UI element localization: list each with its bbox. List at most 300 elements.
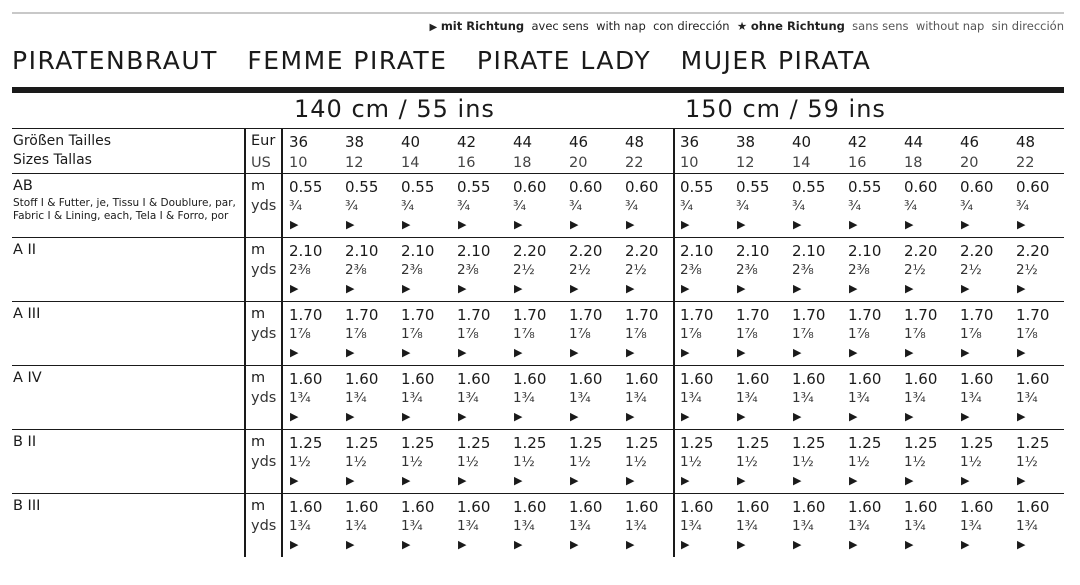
yards-value: 1¾ — [569, 390, 591, 406]
yards-value: 1¾ — [513, 518, 535, 534]
with-nap-arrow: ▶ — [346, 218, 355, 231]
width-group-divider — [673, 128, 675, 557]
meters-value: 1.70 — [289, 306, 323, 324]
meters-value: 1.70 — [401, 306, 435, 324]
yards-value: 1½ — [736, 454, 758, 470]
with-nap-arrow: ▶ — [626, 282, 635, 295]
with-nap-arrow: ▶ — [793, 474, 802, 487]
with-nap-arrow: ▶ — [1017, 538, 1026, 551]
row-divider — [12, 237, 1064, 238]
yards-value: 1¾ — [848, 518, 870, 534]
yards-value: ¾ — [960, 198, 974, 214]
us-size: 10 — [680, 155, 699, 171]
fabric-width-140: 140 cm / 55 ins — [294, 95, 495, 123]
with-nap-arrow: ▶ — [346, 474, 355, 487]
us-size: 22 — [625, 155, 644, 171]
yards-value: 1¾ — [625, 390, 647, 406]
us-size: 14 — [401, 155, 420, 171]
yards-value: 1¾ — [904, 518, 926, 534]
yards-value: 1½ — [625, 454, 647, 470]
unit-m: m — [251, 242, 266, 258]
meters-value: 1.70 — [792, 306, 826, 324]
eur-size: 42 — [457, 133, 477, 151]
meters-value: 1.25 — [569, 434, 603, 452]
with-nap-arrow: ▶ — [290, 538, 299, 551]
eur-size: 40 — [401, 133, 421, 151]
meters-value: 2.10 — [848, 242, 882, 260]
without-nap-es: sin dirección — [991, 19, 1064, 33]
unit-yds: yds — [251, 390, 277, 406]
meters-value: 1.60 — [680, 498, 714, 516]
meters-value: 2.20 — [960, 242, 994, 260]
yards-value: ¾ — [401, 198, 415, 214]
eur-size: 46 — [960, 133, 980, 151]
unit-yds: yds — [251, 262, 277, 278]
with-nap-arrow: ▶ — [290, 282, 299, 295]
us-size: 20 — [569, 155, 588, 171]
meters-value: 0.60 — [513, 178, 547, 196]
title-underline — [12, 87, 1064, 93]
yards-value: 1¾ — [289, 390, 311, 406]
us-label: US — [251, 155, 271, 171]
meters-value: 1.70 — [625, 306, 659, 324]
pattern-title — [12, 46, 891, 75]
with-nap-arrow: ▶ — [626, 474, 635, 487]
yards-value: 1¾ — [289, 518, 311, 534]
fabric-width-150: 150 cm / 59 ins — [685, 95, 886, 123]
yards-value: 1⅞ — [457, 326, 479, 342]
row-divider — [12, 301, 1064, 302]
row-divider — [12, 429, 1064, 430]
yards-value: 1¾ — [680, 390, 702, 406]
meters-value: 1.25 — [513, 434, 547, 452]
yards-value: 1¾ — [848, 390, 870, 406]
yards-value: 1¾ — [401, 518, 423, 534]
with-nap-arrow: ▶ — [737, 218, 746, 231]
with-nap-arrow: ▶ — [905, 538, 914, 551]
meters-value: 1.70 — [736, 306, 770, 324]
us-size: 20 — [960, 155, 979, 171]
with-nap-arrow: ▶ — [402, 218, 411, 231]
with-nap-arrow: ▶ — [458, 538, 467, 551]
meters-value: 0.55 — [792, 178, 826, 196]
yards-value: 1¾ — [904, 390, 926, 406]
meters-value: 2.20 — [569, 242, 603, 260]
yards-value: 1¾ — [401, 390, 423, 406]
with-nap-fr: avec sens — [531, 19, 589, 33]
with-nap-arrow: ▶ — [570, 218, 579, 231]
with-nap-en: with nap — [596, 19, 646, 33]
yards-value: 1¾ — [960, 518, 982, 534]
with-nap-es: con dirección — [653, 19, 730, 33]
with-nap-arrow: ▶ — [905, 282, 914, 295]
with-nap-arrow: ▶ — [346, 410, 355, 423]
yards-value: 2½ — [904, 262, 926, 278]
eur-size: 48 — [1016, 133, 1036, 151]
with-nap-arrow: ▶ — [402, 282, 411, 295]
with-nap-arrow: ▶ — [737, 538, 746, 551]
eur-size: 38 — [345, 133, 365, 151]
with-nap-arrow: ▶ — [681, 410, 690, 423]
yards-value: 1½ — [680, 454, 702, 470]
with-nap-arrow: ▶ — [626, 218, 635, 231]
yards-value: 1¾ — [345, 518, 367, 534]
meters-value: 1.70 — [680, 306, 714, 324]
with-nap-arrow: ▶ — [290, 410, 299, 423]
unit-m: m — [251, 434, 266, 450]
yards-value: 1⅞ — [1016, 326, 1038, 342]
us-size: 22 — [1016, 155, 1035, 171]
yards-value: ¾ — [904, 198, 918, 214]
meters-value: 2.10 — [289, 242, 323, 260]
yards-value: ¾ — [625, 198, 639, 214]
with-nap-arrow: ▶ — [849, 538, 858, 551]
eur-size: 46 — [569, 133, 589, 151]
with-nap-arrow: ▶ — [737, 410, 746, 423]
with-nap-arrow: ▶ — [290, 474, 299, 487]
with-nap-arrow: ▶ — [1017, 282, 1026, 295]
without-nap-de: ohne Richtung — [750, 19, 845, 33]
with-nap-arrow: ▶ — [514, 474, 523, 487]
yards-value: 1¾ — [792, 390, 814, 406]
us-size: 14 — [792, 155, 811, 171]
yards-value: 1¾ — [457, 518, 479, 534]
meters-value: 1.60 — [848, 370, 882, 388]
meters-value: 1.25 — [401, 434, 435, 452]
yards-value: 2½ — [569, 262, 591, 278]
meters-value: 1.60 — [513, 498, 547, 516]
meters-value: 0.55 — [736, 178, 770, 196]
meters-value: 2.10 — [680, 242, 714, 260]
meters-value: 2.20 — [513, 242, 547, 260]
with-nap-arrow: ▶ — [402, 410, 411, 423]
with-nap-arrow: ▶ — [849, 474, 858, 487]
without-nap-en: without nap — [915, 19, 985, 33]
meters-value: 0.55 — [401, 178, 435, 196]
with-nap-arrow: ▶ — [290, 346, 299, 359]
meters-value: 1.60 — [625, 370, 659, 388]
with-nap-arrow: ▶ — [793, 218, 802, 231]
yards-value: 1⅞ — [680, 326, 702, 342]
meters-value: 0.60 — [569, 178, 603, 196]
meters-value: 1.25 — [792, 434, 826, 452]
with-nap-arrow: ▶ — [961, 218, 970, 231]
meters-value: 0.55 — [289, 178, 323, 196]
yards-value: 1½ — [289, 454, 311, 470]
yards-value: 2½ — [625, 262, 647, 278]
yards-value: 1½ — [513, 454, 535, 470]
yards-value: 1¾ — [457, 390, 479, 406]
with-nap-arrow: ▶ — [570, 538, 579, 551]
yards-value: 2½ — [513, 262, 535, 278]
with-nap-arrow: ▶ — [514, 218, 523, 231]
yards-value: 1¾ — [345, 390, 367, 406]
meters-value: 0.55 — [345, 178, 379, 196]
row-description: Fabric I & Lining, each, Tela I & Forro, por — [13, 210, 229, 222]
with-nap-arrow: ▶ — [626, 410, 635, 423]
title-de: PIRATENBRAUT — [12, 46, 218, 75]
yards-value: 2½ — [1016, 262, 1038, 278]
yards-value: 1¾ — [1016, 518, 1038, 534]
meters-value: 1.60 — [792, 370, 826, 388]
yards-value: 1⅞ — [625, 326, 647, 342]
with-nap-arrow: ▶ — [793, 282, 802, 295]
meters-value: 2.10 — [345, 242, 379, 260]
eur-size: 44 — [904, 133, 924, 151]
row-label: B III — [13, 498, 41, 514]
eur-size: 42 — [848, 133, 868, 151]
meters-value: 1.25 — [960, 434, 994, 452]
with-nap-arrow: ▶ — [514, 346, 523, 359]
unit-m: m — [251, 178, 266, 194]
meters-value: 1.25 — [289, 434, 323, 452]
meters-value: 1.60 — [401, 370, 435, 388]
with-nap-arrow: ▶ — [402, 538, 411, 551]
with-nap-arrow: ▶ — [402, 474, 411, 487]
yards-value: 2⅜ — [289, 262, 311, 278]
yards-value: 1¾ — [736, 518, 758, 534]
with-nap-arrow: ▶ — [1017, 218, 1026, 231]
with-nap-arrow: ▶ — [905, 346, 914, 359]
row-label: A II — [13, 242, 37, 258]
meters-value: 1.60 — [345, 370, 379, 388]
with-nap-arrow: ▶ — [626, 346, 635, 359]
yards-value: 1½ — [569, 454, 591, 470]
meters-value: 1.60 — [792, 498, 826, 516]
meters-value: 1.60 — [1016, 498, 1050, 516]
meters-value: 1.70 — [848, 306, 882, 324]
row-divider — [12, 365, 1064, 366]
with-nap-arrow: ▶ — [961, 282, 970, 295]
with-nap-arrow: ▶ — [849, 346, 858, 359]
label-column-divider — [244, 128, 246, 557]
meters-value: 1.70 — [513, 306, 547, 324]
sizes-header-line1: Größen Tailles — [13, 133, 112, 149]
yards-value: 2⅜ — [792, 262, 814, 278]
yards-value: ¾ — [680, 198, 694, 214]
yards-value: 2⅜ — [736, 262, 758, 278]
yards-value: 1½ — [1016, 454, 1038, 470]
meters-value: 1.70 — [457, 306, 491, 324]
row-label: A IV — [13, 370, 42, 386]
with-nap-arrow: ▶ — [570, 410, 579, 423]
meters-value: 1.70 — [569, 306, 603, 324]
unit-m: m — [251, 306, 266, 322]
yards-value: ¾ — [1016, 198, 1030, 214]
with-nap-arrow: ▶ — [849, 282, 858, 295]
eur-size: 38 — [736, 133, 756, 151]
unit-yds: yds — [251, 326, 277, 342]
row-description: Stoff I & Futter, je, Tissu I & Doublure, par, — [13, 197, 236, 209]
row-divider — [12, 493, 1064, 494]
us-size: 12 — [345, 155, 364, 171]
yards-value: 1¾ — [960, 390, 982, 406]
with-nap-arrow: ▶ — [961, 410, 970, 423]
meters-value: 1.25 — [1016, 434, 1050, 452]
meters-value: 1.25 — [848, 434, 882, 452]
meters-value: 1.25 — [457, 434, 491, 452]
meters-value: 2.10 — [792, 242, 826, 260]
yards-value: ¾ — [457, 198, 471, 214]
with-nap-symbol: ▶ — [429, 22, 438, 33]
eur-size: 48 — [625, 133, 645, 151]
without-nap-symbol: ★ — [736, 19, 748, 33]
us-size: 18 — [904, 155, 923, 171]
yards-value: 1½ — [345, 454, 367, 470]
yards-value: 2⅜ — [345, 262, 367, 278]
with-nap-arrow: ▶ — [402, 346, 411, 359]
title-fr: FEMME PIRATE — [247, 46, 448, 75]
yards-value: 1½ — [848, 454, 870, 470]
row-label: AB — [13, 178, 33, 194]
us-size: 16 — [848, 155, 867, 171]
with-nap-arrow: ▶ — [793, 410, 802, 423]
meters-value: 1.25 — [736, 434, 770, 452]
yards-value: 1¾ — [625, 518, 647, 534]
yards-value: 1½ — [904, 454, 926, 470]
with-nap-arrow: ▶ — [793, 346, 802, 359]
yards-value: 1⅞ — [289, 326, 311, 342]
meters-value: 1.70 — [345, 306, 379, 324]
meters-value: 0.60 — [960, 178, 994, 196]
yards-value: 1¾ — [792, 518, 814, 534]
with-nap-arrow: ▶ — [290, 218, 299, 231]
yards-value: 1¾ — [736, 390, 758, 406]
meters-value: 1.60 — [345, 498, 379, 516]
eur-size: 36 — [680, 133, 700, 151]
with-nap-arrow: ▶ — [905, 474, 914, 487]
meters-value: 0.60 — [625, 178, 659, 196]
with-nap-arrow: ▶ — [458, 218, 467, 231]
yards-value: 1⅞ — [736, 326, 758, 342]
us-size: 16 — [457, 155, 476, 171]
with-nap-arrow: ▶ — [849, 218, 858, 231]
with-nap-arrow: ▶ — [458, 474, 467, 487]
with-nap-arrow: ▶ — [681, 282, 690, 295]
yards-value: 1⅞ — [848, 326, 870, 342]
meters-value: 2.20 — [1016, 242, 1050, 260]
with-nap-arrow: ▶ — [514, 282, 523, 295]
title-es: MUJER PIRATA — [680, 46, 872, 75]
with-nap-arrow: ▶ — [737, 282, 746, 295]
unit-m: m — [251, 370, 266, 386]
meters-value: 0.60 — [904, 178, 938, 196]
with-nap-arrow: ▶ — [905, 218, 914, 231]
meters-value: 1.25 — [904, 434, 938, 452]
meters-value: 0.55 — [457, 178, 491, 196]
with-nap-arrow: ▶ — [1017, 474, 1026, 487]
yards-value: ¾ — [513, 198, 527, 214]
with-nap-arrow: ▶ — [849, 410, 858, 423]
yards-value: 1¾ — [513, 390, 535, 406]
with-nap-arrow: ▶ — [681, 474, 690, 487]
yards-value: 1¾ — [1016, 390, 1038, 406]
meters-value: 2.10 — [401, 242, 435, 260]
meters-value: 2.10 — [736, 242, 770, 260]
with-nap-arrow: ▶ — [681, 218, 690, 231]
meters-value: 1.70 — [904, 306, 938, 324]
yards-value: 1½ — [960, 454, 982, 470]
with-nap-arrow: ▶ — [346, 346, 355, 359]
with-nap-arrow: ▶ — [514, 410, 523, 423]
unit-m: m — [251, 498, 266, 514]
meters-value: 1.60 — [904, 370, 938, 388]
top-rule — [12, 12, 1064, 14]
yards-value: 2½ — [960, 262, 982, 278]
unit-yds: yds — [251, 198, 277, 214]
with-nap-arrow: ▶ — [1017, 346, 1026, 359]
meters-value: 1.70 — [960, 306, 994, 324]
meters-value: 1.25 — [680, 434, 714, 452]
row-divider — [12, 173, 1064, 174]
eur-size: 40 — [792, 133, 812, 151]
meters-value: 1.60 — [736, 370, 770, 388]
header-rule — [12, 128, 1064, 129]
with-nap-arrow: ▶ — [905, 410, 914, 423]
yards-value: 2⅜ — [457, 262, 479, 278]
row-label: B II — [13, 434, 37, 450]
with-nap-arrow: ▶ — [961, 538, 970, 551]
meters-value: 1.25 — [345, 434, 379, 452]
yards-value: 1⅞ — [569, 326, 591, 342]
yards-value: 1⅞ — [513, 326, 535, 342]
meters-value: 1.60 — [289, 370, 323, 388]
meters-value: 1.60 — [401, 498, 435, 516]
with-nap-arrow: ▶ — [570, 346, 579, 359]
meters-value: 0.55 — [680, 178, 714, 196]
meters-value: 2.10 — [457, 242, 491, 260]
yards-value: 2⅜ — [680, 262, 702, 278]
with-nap-arrow: ▶ — [570, 474, 579, 487]
yards-value: 1¾ — [680, 518, 702, 534]
with-nap-arrow: ▶ — [737, 474, 746, 487]
meters-value: 2.20 — [904, 242, 938, 260]
yards-value: ¾ — [848, 198, 862, 214]
meters-value: 1.60 — [1016, 370, 1050, 388]
yards-value: ¾ — [792, 198, 806, 214]
yards-value: 1¾ — [569, 518, 591, 534]
with-nap-arrow: ▶ — [458, 346, 467, 359]
yards-value: 1⅞ — [401, 326, 423, 342]
nap-legend — [429, 19, 1064, 33]
meters-value: 0.55 — [848, 178, 882, 196]
us-size: 10 — [289, 155, 308, 171]
meters-value: 1.60 — [457, 498, 491, 516]
meters-value: 1.25 — [625, 434, 659, 452]
with-nap-arrow: ▶ — [514, 538, 523, 551]
yards-value: 1½ — [457, 454, 479, 470]
with-nap-arrow: ▶ — [737, 346, 746, 359]
eur-label: Eur — [251, 133, 276, 149]
meters-value: 1.60 — [569, 370, 603, 388]
meters-value: 1.60 — [848, 498, 882, 516]
us-size: 18 — [513, 155, 532, 171]
yards-value: 1½ — [792, 454, 814, 470]
row-label: A III — [13, 306, 41, 322]
yards-value: 2⅜ — [848, 262, 870, 278]
meters-value: 1.60 — [904, 498, 938, 516]
sizes-header-line2: Sizes Tallas — [13, 152, 92, 168]
yards-value: ¾ — [569, 198, 583, 214]
meters-value: 2.20 — [625, 242, 659, 260]
with-nap-arrow: ▶ — [1017, 410, 1026, 423]
meters-value: 1.60 — [457, 370, 491, 388]
yards-value: ¾ — [345, 198, 359, 214]
meters-value: 1.60 — [960, 370, 994, 388]
yards-value: 2⅜ — [401, 262, 423, 278]
yards-value: 1⅞ — [960, 326, 982, 342]
meters-value: 1.60 — [960, 498, 994, 516]
